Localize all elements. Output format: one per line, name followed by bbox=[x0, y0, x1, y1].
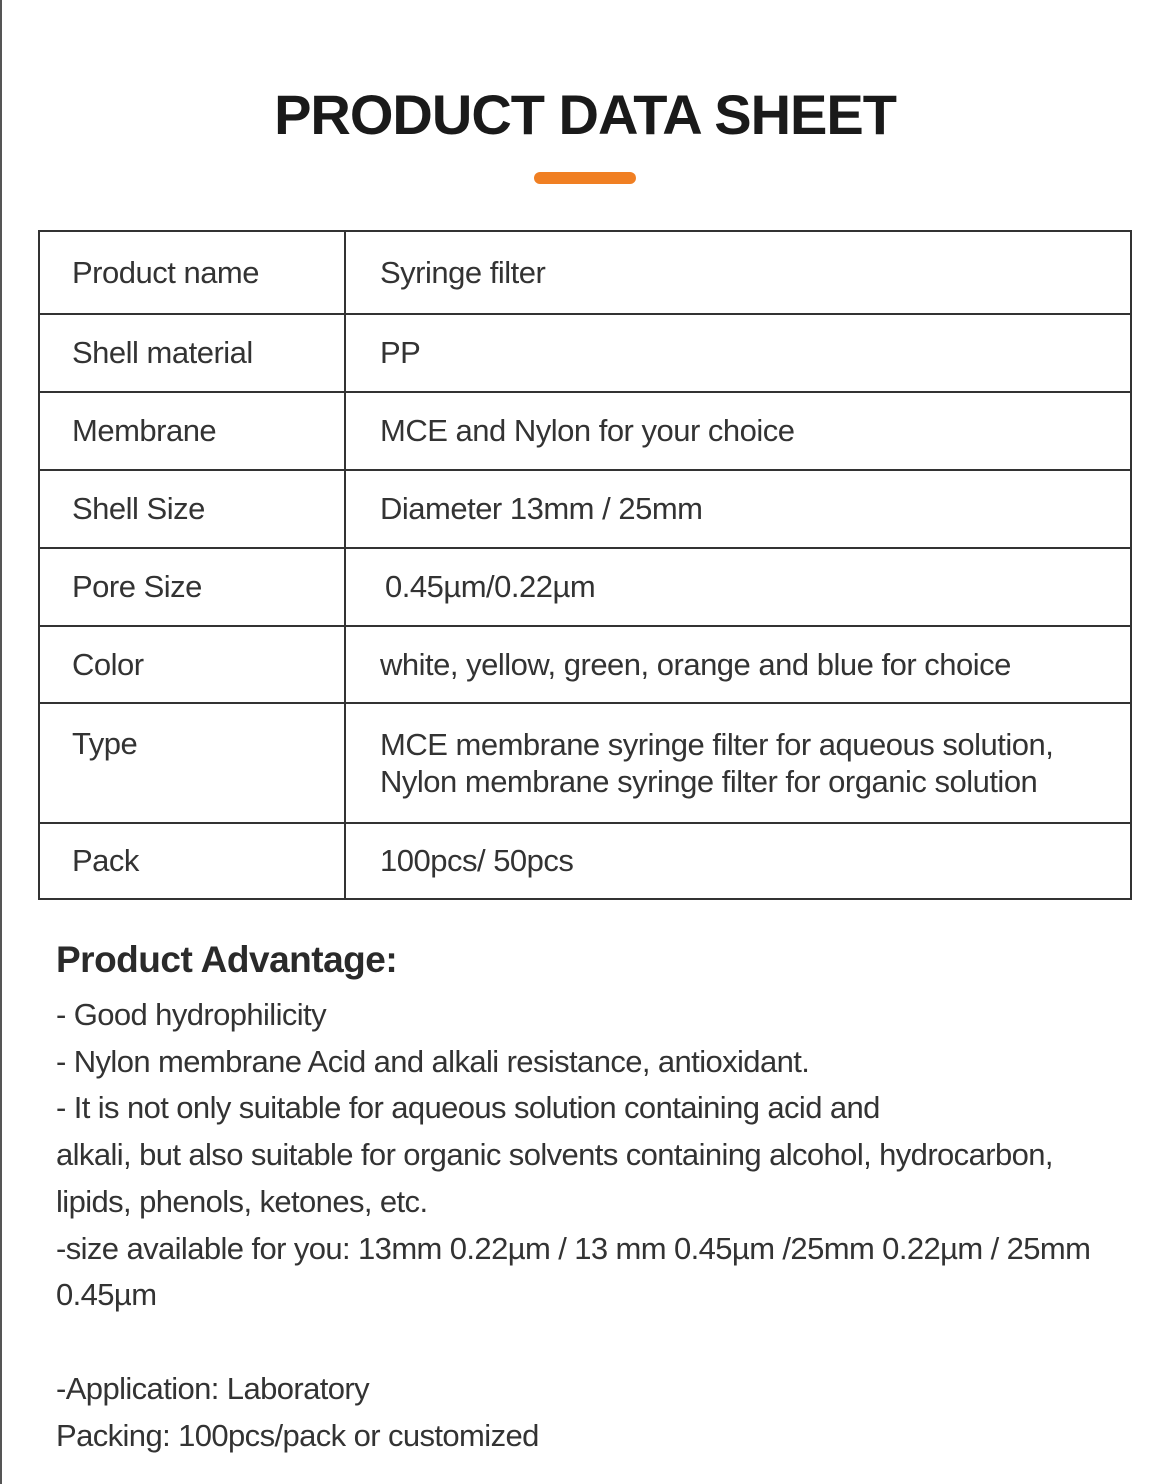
spacer bbox=[56, 1319, 1136, 1366]
advantage-line: lipids, phenols, ketones, etc. bbox=[56, 1183, 428, 1219]
table-row bbox=[39, 392, 1131, 470]
row-label: Pack bbox=[39, 823, 345, 899]
advantage-line: -size available for you: 13mm 0.22µm / 13 mm 0.45µm /25mm 0.22µm / 25mm bbox=[56, 1230, 1091, 1266]
application-line: -Application: Laboratory bbox=[56, 1370, 370, 1406]
table-row bbox=[39, 823, 1131, 899]
advantage-line: - Good hydrophilicity bbox=[56, 997, 326, 1032]
table-row bbox=[39, 548, 1131, 626]
advantage-line: - Nylon membrane Acid and alkali resistance, antioxidant. bbox=[56, 1043, 810, 1079]
left-border-line bbox=[0, 0, 2, 1484]
row-label: Shell Size bbox=[39, 470, 345, 548]
row-value: 100pcs/ 50pcs bbox=[345, 823, 1131, 899]
row-label: Type bbox=[39, 703, 345, 823]
advantage-line: alkali, but also suitable for organic solvents containing alcohol, hydrocarbon, bbox=[56, 1137, 1053, 1173]
row-value-line: MCE membrane syringe filter for aqueous solution, bbox=[380, 727, 1054, 762]
table-row bbox=[39, 231, 1131, 314]
row-label: Color bbox=[39, 626, 345, 703]
advantage-line: - It is not only suitable for aqueous solution containing acid and bbox=[56, 1090, 880, 1126]
table-row bbox=[39, 626, 1131, 703]
table-row bbox=[39, 470, 1131, 548]
product-advantage-section bbox=[56, 934, 1136, 1459]
spec-table bbox=[38, 230, 1132, 900]
row-value bbox=[345, 703, 1131, 823]
row-label: Pore Size bbox=[39, 548, 345, 626]
row-value: 0.45µm/0.22µm bbox=[345, 548, 1131, 626]
row-label: Product name bbox=[39, 231, 345, 314]
advantage-line: 0.45µm bbox=[56, 1277, 157, 1313]
row-value: MCE and Nylon for your choice bbox=[345, 392, 1131, 470]
title-accent-bar bbox=[534, 172, 636, 184]
row-label: Shell material bbox=[39, 314, 345, 392]
page-title: PRODUCT DATA SHEET bbox=[274, 83, 896, 146]
advantage-heading: Product Advantage: bbox=[56, 939, 398, 980]
row-value: white, yellow, green, orange and blue for choice bbox=[345, 626, 1131, 703]
table-row bbox=[39, 314, 1131, 392]
row-value-line: Nylon membrane syringe filter for organic solution bbox=[380, 764, 1038, 799]
row-value: Syringe filter bbox=[345, 231, 1131, 314]
packing-line: Packing: 100pcs/pack or customized bbox=[56, 1417, 539, 1453]
row-value: Diameter 13mm / 25mm bbox=[345, 470, 1131, 548]
row-value: PP bbox=[345, 314, 1131, 392]
row-label: Membrane bbox=[39, 392, 345, 470]
table-row bbox=[39, 703, 1131, 823]
